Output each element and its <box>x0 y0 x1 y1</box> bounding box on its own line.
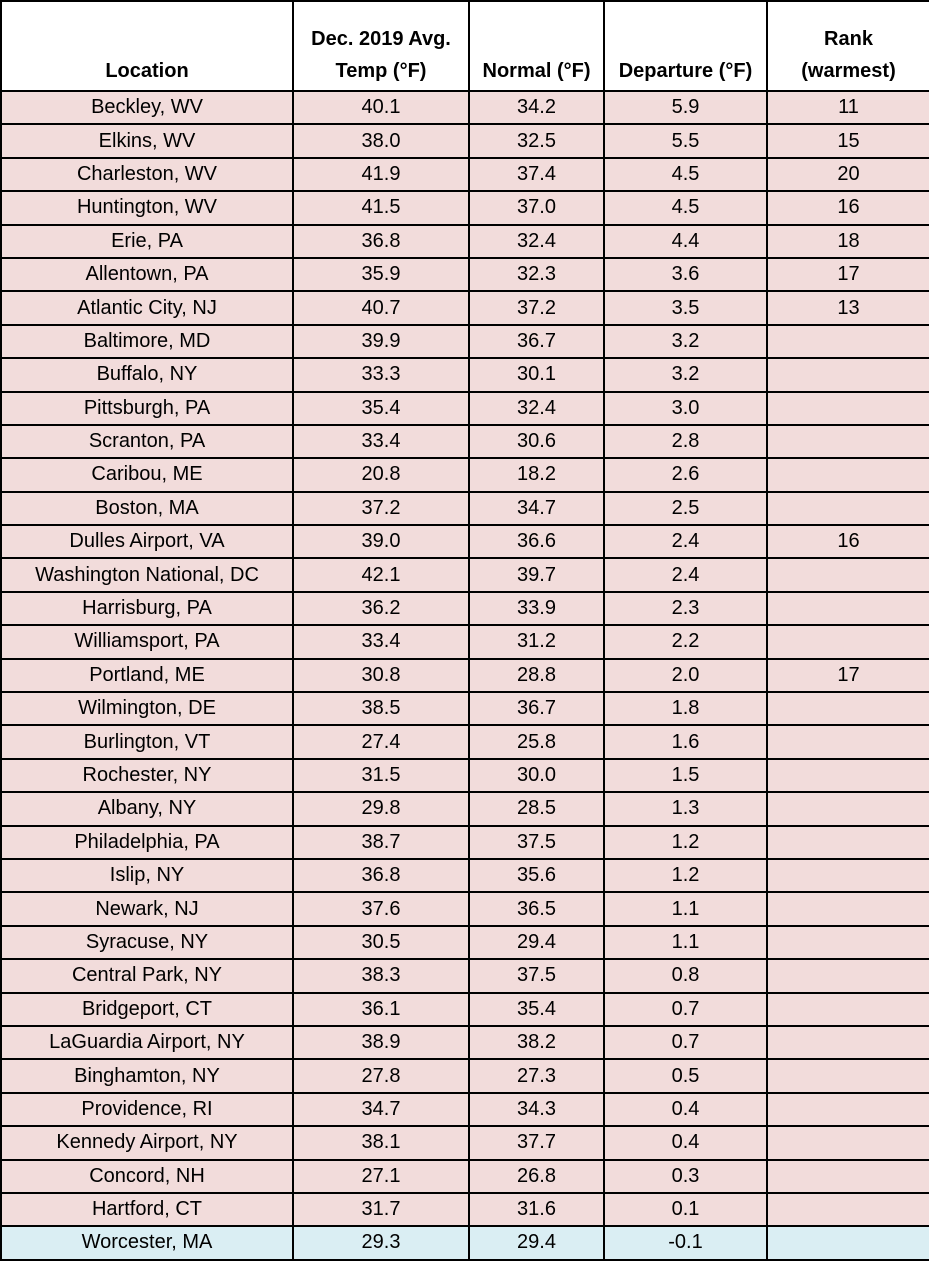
cell-rank <box>767 959 929 992</box>
cell-avg: 38.9 <box>293 1026 469 1059</box>
cell-location: Newark, NJ <box>1 892 293 925</box>
cell-normal: 39.7 <box>469 558 604 591</box>
cell-normal: 28.8 <box>469 659 604 692</box>
cell-avg: 39.0 <box>293 525 469 558</box>
table-row <box>1 358 929 391</box>
cell-avg: 34.7 <box>293 1093 469 1126</box>
cell-departure: 3.2 <box>604 325 767 358</box>
table-row <box>1 1226 929 1259</box>
table-row <box>1 1093 929 1126</box>
cell-rank <box>767 1026 929 1059</box>
cell-location: Huntington, WV <box>1 191 293 224</box>
table-row <box>1 692 929 725</box>
cell-departure: 3.5 <box>604 291 767 324</box>
cell-normal: 37.2 <box>469 291 604 324</box>
table-row <box>1 859 929 892</box>
cell-departure: 3.0 <box>604 392 767 425</box>
cell-location: Charleston, WV <box>1 158 293 191</box>
cell-normal: 30.6 <box>469 425 604 458</box>
cell-location: Elkins, WV <box>1 124 293 157</box>
cell-avg: 37.2 <box>293 492 469 525</box>
cell-normal: 32.5 <box>469 124 604 157</box>
cell-location: Concord, NH <box>1 1160 293 1193</box>
cell-location: Burlington, VT <box>1 725 293 758</box>
cell-departure: 2.3 <box>604 592 767 625</box>
cell-avg: 38.5 <box>293 692 469 725</box>
cell-normal: 36.7 <box>469 692 604 725</box>
header-departure-label: Departure (°F) <box>618 60 753 82</box>
cell-departure: 0.7 <box>604 993 767 1026</box>
cell-avg: 41.5 <box>293 191 469 224</box>
table-row <box>1 625 929 658</box>
cell-departure: 1.8 <box>604 692 767 725</box>
cell-avg: 39.9 <box>293 325 469 358</box>
cell-location: Scranton, PA <box>1 425 293 458</box>
cell-rank: 17 <box>767 659 929 692</box>
cell-rank <box>767 625 929 658</box>
header-departure <box>604 1 767 91</box>
table-row <box>1 892 929 925</box>
cell-location: Kennedy Airport, NY <box>1 1126 293 1159</box>
header-location-label: Location <box>105 60 189 82</box>
cell-normal: 26.8 <box>469 1160 604 1193</box>
cell-avg: 27.4 <box>293 725 469 758</box>
cell-departure: 2.4 <box>604 525 767 558</box>
cell-normal: 38.2 <box>469 1026 604 1059</box>
cell-location: Syracuse, NY <box>1 926 293 959</box>
cell-rank <box>767 358 929 391</box>
cell-normal: 35.4 <box>469 993 604 1026</box>
table-body <box>1 91 929 1260</box>
cell-rank: 15 <box>767 124 929 157</box>
header-avg-temp-line2: Temp (°F) <box>335 60 427 82</box>
cell-normal: 37.0 <box>469 191 604 224</box>
cell-rank <box>767 1093 929 1126</box>
table-row <box>1 759 929 792</box>
cell-avg: 31.7 <box>293 1193 469 1226</box>
cell-avg: 35.9 <box>293 258 469 291</box>
cell-avg: 33.4 <box>293 625 469 658</box>
table-row <box>1 959 929 992</box>
cell-normal: 32.4 <box>469 392 604 425</box>
cell-avg: 20.8 <box>293 458 469 491</box>
cell-normal: 37.5 <box>469 959 604 992</box>
cell-normal: 25.8 <box>469 725 604 758</box>
cell-avg: 38.0 <box>293 124 469 157</box>
table-row <box>1 258 929 291</box>
table-row <box>1 525 929 558</box>
header-normal-label: Normal (°F) <box>482 60 591 82</box>
cell-rank <box>767 993 929 1026</box>
cell-normal: 34.2 <box>469 91 604 124</box>
cell-avg: 36.8 <box>293 859 469 892</box>
header-normal <box>469 1 604 91</box>
cell-rank <box>767 1126 929 1159</box>
header-rank-line1: Rank <box>824 28 873 50</box>
header-location <box>1 1 293 91</box>
cell-departure: 2.5 <box>604 492 767 525</box>
table-row <box>1 792 929 825</box>
cell-location: Pittsburgh, PA <box>1 392 293 425</box>
cell-departure: 4.4 <box>604 225 767 258</box>
cell-departure: 2.2 <box>604 625 767 658</box>
cell-normal: 37.5 <box>469 826 604 859</box>
cell-location: Portland, ME <box>1 659 293 692</box>
cell-rank <box>767 859 929 892</box>
cell-normal: 28.5 <box>469 792 604 825</box>
cell-normal: 35.6 <box>469 859 604 892</box>
cell-rank <box>767 926 929 959</box>
table-row <box>1 425 929 458</box>
cell-rank <box>767 325 929 358</box>
cell-location: Dulles Airport, VA <box>1 525 293 558</box>
table-row <box>1 492 929 525</box>
header-rank-line2: (warmest) <box>801 60 896 82</box>
cell-rank <box>767 558 929 591</box>
cell-rank <box>767 1160 929 1193</box>
cell-normal: 36.6 <box>469 525 604 558</box>
cell-departure: 1.6 <box>604 725 767 758</box>
cell-normal: 29.4 <box>469 926 604 959</box>
cell-rank <box>767 892 929 925</box>
cell-departure: 0.4 <box>604 1126 767 1159</box>
cell-rank: 16 <box>767 191 929 224</box>
cell-avg: 36.8 <box>293 225 469 258</box>
cell-rank: 20 <box>767 158 929 191</box>
cell-departure: 1.1 <box>604 926 767 959</box>
table-row <box>1 291 929 324</box>
cell-rank <box>767 425 929 458</box>
cell-departure: 1.3 <box>604 792 767 825</box>
table-row <box>1 926 929 959</box>
cell-avg: 27.1 <box>293 1160 469 1193</box>
cell-departure: 0.3 <box>604 1160 767 1193</box>
cell-departure: 1.2 <box>604 826 767 859</box>
cell-rank <box>767 392 929 425</box>
cell-location: Islip, NY <box>1 859 293 892</box>
cell-normal: 32.3 <box>469 258 604 291</box>
cell-normal: 30.1 <box>469 358 604 391</box>
cell-normal: 36.7 <box>469 325 604 358</box>
cell-location: Providence, RI <box>1 1093 293 1126</box>
cell-location: Erie, PA <box>1 225 293 258</box>
cell-normal: 33.9 <box>469 592 604 625</box>
cell-departure: 0.4 <box>604 1093 767 1126</box>
cell-location: Washington National, DC <box>1 558 293 591</box>
cell-avg: 36.2 <box>293 592 469 625</box>
cell-normal: 29.4 <box>469 1226 604 1259</box>
cell-avg: 35.4 <box>293 392 469 425</box>
table-row <box>1 225 929 258</box>
cell-avg: 31.5 <box>293 759 469 792</box>
cell-normal: 36.5 <box>469 892 604 925</box>
cell-location: Allentown, PA <box>1 258 293 291</box>
table-row <box>1 191 929 224</box>
table-row <box>1 725 929 758</box>
cell-rank <box>767 458 929 491</box>
cell-rank: 11 <box>767 91 929 124</box>
cell-location: Harrisburg, PA <box>1 592 293 625</box>
cell-normal: 34.3 <box>469 1093 604 1126</box>
cell-normal: 31.2 <box>469 625 604 658</box>
cell-rank <box>767 1226 929 1259</box>
cell-rank <box>767 1193 929 1226</box>
cell-departure: 1.5 <box>604 759 767 792</box>
cell-departure: 1.2 <box>604 859 767 892</box>
header-avg-temp <box>293 1 469 91</box>
cell-location: Philadelphia, PA <box>1 826 293 859</box>
table-row <box>1 993 929 1026</box>
cell-avg: 38.7 <box>293 826 469 859</box>
header-row <box>1 1 929 91</box>
table-row <box>1 392 929 425</box>
cell-departure: 4.5 <box>604 191 767 224</box>
table-row <box>1 325 929 358</box>
cell-location: Atlantic City, NJ <box>1 291 293 324</box>
cell-departure: 5.5 <box>604 124 767 157</box>
cell-location: Baltimore, MD <box>1 325 293 358</box>
cell-departure: 2.4 <box>604 558 767 591</box>
cell-avg: 40.1 <box>293 91 469 124</box>
cell-departure: 3.6 <box>604 258 767 291</box>
cell-departure: 0.7 <box>604 1026 767 1059</box>
header-avg-temp-line1: Dec. 2019 Avg. <box>311 28 451 50</box>
cell-departure: 5.9 <box>604 91 767 124</box>
cell-avg: 40.7 <box>293 291 469 324</box>
cell-normal: 37.7 <box>469 1126 604 1159</box>
table-header <box>1 1 929 91</box>
cell-location: Wilmington, DE <box>1 692 293 725</box>
cell-departure: 2.0 <box>604 659 767 692</box>
cell-departure: 2.8 <box>604 425 767 458</box>
cell-location: Caribou, ME <box>1 458 293 491</box>
table-row <box>1 558 929 591</box>
table-row <box>1 158 929 191</box>
cell-avg: 33.4 <box>293 425 469 458</box>
cell-departure: 4.5 <box>604 158 767 191</box>
cell-avg: 38.3 <box>293 959 469 992</box>
cell-rank <box>767 826 929 859</box>
cell-normal: 18.2 <box>469 458 604 491</box>
cell-normal: 30.0 <box>469 759 604 792</box>
cell-avg: 36.1 <box>293 993 469 1026</box>
cell-rank <box>767 725 929 758</box>
cell-normal: 27.3 <box>469 1059 604 1092</box>
cell-avg: 29.8 <box>293 792 469 825</box>
cell-location: LaGuardia Airport, NY <box>1 1026 293 1059</box>
cell-location: Hartford, CT <box>1 1193 293 1226</box>
table-row <box>1 1160 929 1193</box>
table-row <box>1 124 929 157</box>
cell-avg: 27.8 <box>293 1059 469 1092</box>
cell-location: Buffalo, NY <box>1 358 293 391</box>
cell-location: Binghamton, NY <box>1 1059 293 1092</box>
cell-departure: 2.6 <box>604 458 767 491</box>
cell-location: Central Park, NY <box>1 959 293 992</box>
cell-departure: 0.5 <box>604 1059 767 1092</box>
cell-location: Worcester, MA <box>1 1226 293 1259</box>
cell-rank: 18 <box>767 225 929 258</box>
table-row <box>1 1059 929 1092</box>
cell-avg: 33.3 <box>293 358 469 391</box>
cell-normal: 31.6 <box>469 1193 604 1226</box>
header-rank <box>767 1 929 91</box>
cell-departure: -0.1 <box>604 1226 767 1259</box>
table-row <box>1 1126 929 1159</box>
cell-location: Beckley, WV <box>1 91 293 124</box>
table-row <box>1 1193 929 1226</box>
cell-rank <box>767 792 929 825</box>
cell-normal: 34.7 <box>469 492 604 525</box>
cell-location: Bridgeport, CT <box>1 993 293 1026</box>
cell-rank <box>767 759 929 792</box>
cell-rank <box>767 592 929 625</box>
cell-avg: 42.1 <box>293 558 469 591</box>
cell-avg: 29.3 <box>293 1226 469 1259</box>
cell-normal: 32.4 <box>469 225 604 258</box>
cell-rank <box>767 492 929 525</box>
cell-rank: 13 <box>767 291 929 324</box>
cell-location: Albany, NY <box>1 792 293 825</box>
cell-location: Rochester, NY <box>1 759 293 792</box>
table-row <box>1 458 929 491</box>
cell-avg: 30.8 <box>293 659 469 692</box>
cell-rank: 17 <box>767 258 929 291</box>
cell-departure: 0.8 <box>604 959 767 992</box>
table-row <box>1 826 929 859</box>
cell-rank: 16 <box>767 525 929 558</box>
cell-departure: 3.2 <box>604 358 767 391</box>
cell-location: Williamsport, PA <box>1 625 293 658</box>
cell-avg: 37.6 <box>293 892 469 925</box>
cell-avg: 30.5 <box>293 926 469 959</box>
cell-normal: 37.4 <box>469 158 604 191</box>
cell-departure: 0.1 <box>604 1193 767 1226</box>
table-row <box>1 659 929 692</box>
cell-departure: 1.1 <box>604 892 767 925</box>
table-row <box>1 91 929 124</box>
table-row <box>1 1026 929 1059</box>
cell-rank <box>767 692 929 725</box>
cell-rank <box>767 1059 929 1092</box>
table-row <box>1 592 929 625</box>
cell-avg: 38.1 <box>293 1126 469 1159</box>
cell-avg: 41.9 <box>293 158 469 191</box>
cell-location: Boston, MA <box>1 492 293 525</box>
